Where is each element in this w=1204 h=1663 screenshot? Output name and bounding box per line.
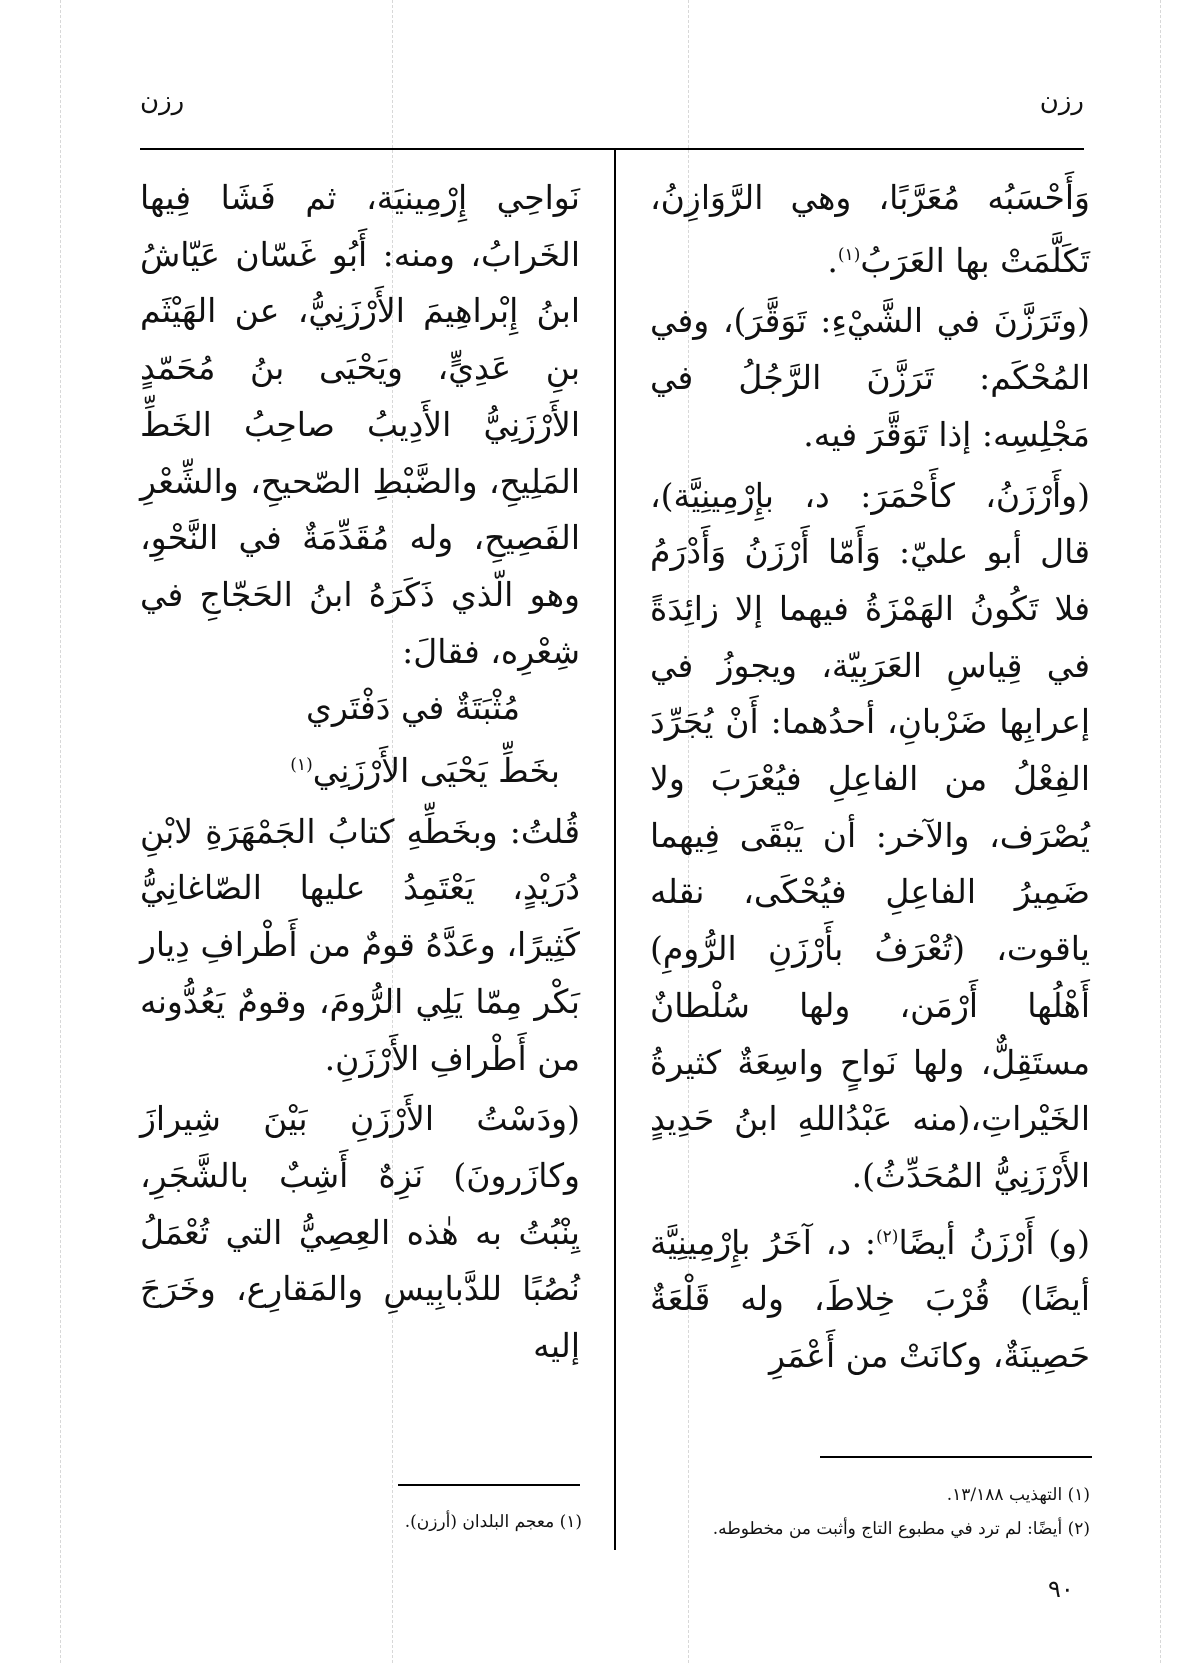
paragraph-end: .	[827, 240, 838, 280]
paragraph	[650, 1209, 1090, 1385]
paragraph	[650, 170, 1090, 289]
paragraph: قُلتُ: وبخَطِّهِ كتابُ الجَمْهَرَةِ لابْنِ دُرَيْدٍ، يَعْتَمِدُ عليها الصّاغانِيُّ كَثِيرًا، وعَدَّهُ قومٌ من أَطْرافِ دِيار بَكْر مِمّا يَلِي الرُّومَ، وقومٌ يَعُدُّونه من أَطْرافِ الأَرْزَنِ.	[140, 811, 580, 1078]
page-number: ٩٠	[1048, 1575, 1074, 1603]
running-head-right: رزن	[1039, 86, 1084, 116]
footnote-marker: (٢)	[876, 1226, 899, 1247]
paragraph-text: وَأَحْسَبُه مُعَرَّبًا، وهي الرَّوَازِنُ، تَكَلَّمَتْ بها العَرَبُ	[650, 178, 1090, 280]
verse-line: مُثْبَتَةٌ في دَفْتَري	[306, 688, 520, 728]
footnotes-left	[142, 1505, 582, 1539]
paragraph: (ودَسْتُ الأَرْزَنِ بَيْنَ شِيرازَ وكازَرونَ) نَزِهٌ أَشِبٌ بالشَّجَرِ، يِنْبُتُ به هٰذه العِصِيُّ التي تُعْمَلُ نُصُبًا للدَّبابِيسِ والمَقارِع، وخَرَجَ إليه	[140, 1099, 580, 1366]
footnote-rule-left	[398, 1484, 580, 1486]
footnote: (١) التهذيب ١٣/١٨٨.	[946, 1485, 1090, 1505]
verse-line	[140, 737, 580, 800]
paragraph: (وتَرَزَّنَ في الشَّيْءِ: تَوَقَّرَ)، وفي المُحْكَم: تَرَزَّنَ الرَّجُلُ في مَجْلِسِه: إذا تَوَقَّرَ فيه.	[650, 301, 1090, 454]
footnote-rule-right	[820, 1456, 1092, 1458]
footnote-marker: (١)	[837, 244, 861, 265]
paragraph: (وأَرْزَنُ، كأَحْمَرَ: د، بإِرْمِينِيَّة)، قال أبو عليّ: وَأَمّا أَرْزَنُ وَأَدْرَمُ فلا تَكُونُ الهَمْزَةُ فيهما إلا زائِدَةً في قِياسِ العَرَبِيّة، ويجوزُ في إعرابِها ضَرْبانِ، أحدُهما: أَنْ يُجَرِّدَ الفِعْلُ من الفاعِلِ فيُعْرَبَ ولا يُصْرَف، والآخر: أن يَبْقَى فِيهما ضَمِيرُ الفاعِلِ فيُحْكَى، نقله ياقوت، (تُعْرَفُ بأَرْزَنِ الرُّومِ) أَهْلُها أَرْمَن، ولها سُلْطانٌ مستَقِلٌّ، ولها نَواحٍ واسِعَةٌ كثيرةُ الخَيْراتِ،(منه عَبْدُاللهِ ابنُ حَدِيدٍ الأَرْزَنِيُّ المُحَدِّثُ).	[650, 475, 1090, 1195]
paragraph: نَواحِي إِرْمِينيَة، ثم فَشَا فِيها الخَرابُ، ومنه: أَبُو غَسّان عَيّاشُ ابنُ إِبْراهِيمَ الأَرْزَنِيُّ، عن الهَيْثَم بنِ عَدِيٍّ، ويَحْيَى بنُ مُحَمّدٍ الأَرْزَنِيُّ الأَدِيبُ صاحِبُ الخَطِّ المَلِيحِ، والضَّبْطِ الصّحيحِ، والشِّعْرِ الفَصِيحِ، وله مُقَدِّمَةٌ في النَّحْوِ، وهو الّذي ذَكَرَهُ ابنُ الحَجّاجِ في شِعْرِه، فقالَ:	[140, 178, 580, 671]
scan-guide-line	[60, 0, 61, 1663]
footnote: (١) معجم البلدان (أرزن).	[404, 1512, 582, 1532]
verse-text: بخَطِّ يَحْيَى الأَرْزَنِي	[312, 751, 560, 791]
footnotes-right	[630, 1478, 1090, 1546]
footnote-marker: (١)	[290, 755, 313, 776]
footnote: (٢) أيضًا: لم ترد في مطبوع التاج وأثبت من مخطوطه.	[712, 1519, 1090, 1539]
scan-guide-line	[1160, 0, 1161, 1663]
right-column	[650, 170, 1090, 1385]
left-column	[140, 170, 580, 1375]
header-rule	[140, 148, 1084, 150]
paragraph-text: (و) أَرْزَنُ أيضًا	[898, 1222, 1090, 1262]
running-head-left: رزن	[140, 86, 185, 116]
column-divider	[614, 150, 616, 1550]
paragraph-text: : د، آخَرُ بإِرْمِينِيَّة أيضًا) قُرْبَ خِلاطَ، وله قَلْعَةٌ حَصِينَةٌ، وكانَتْ من أَعْمَرِ	[650, 1222, 1090, 1376]
